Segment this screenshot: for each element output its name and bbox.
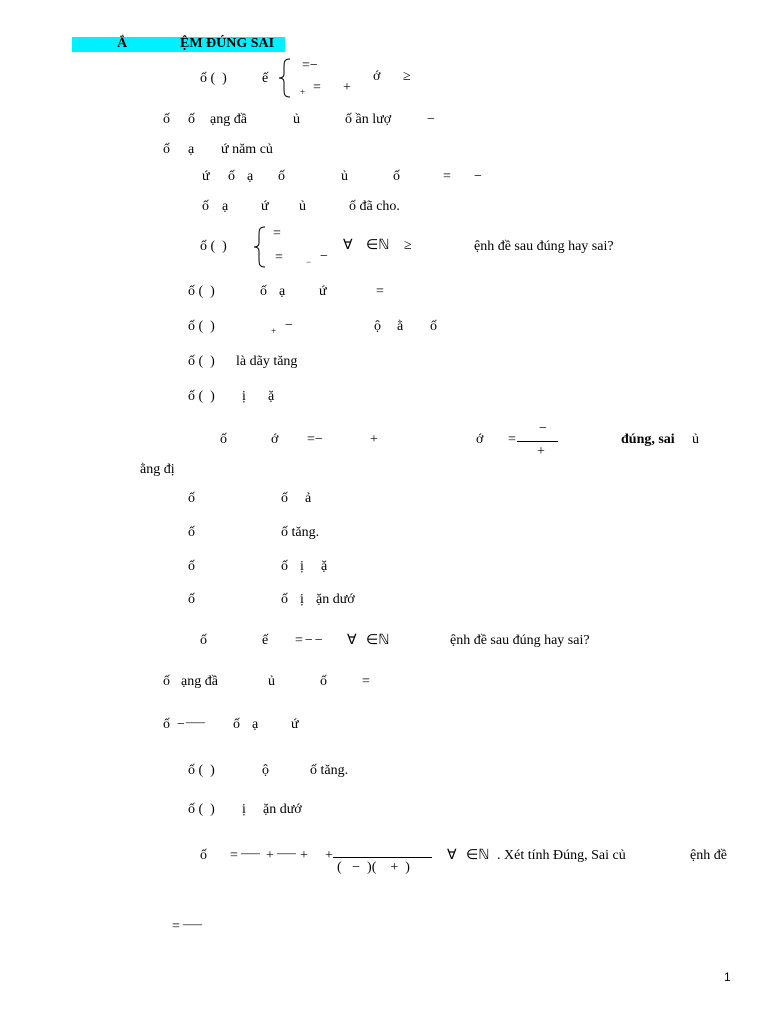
text-fragment: đúng, sai	[621, 432, 675, 447]
math-subscript: −	[306, 257, 312, 267]
text-fragment: ố	[188, 592, 195, 607]
text-fragment: ị	[242, 389, 246, 404]
text-fragment: ệnh đề	[690, 848, 727, 863]
text-fragment: . Xét tính Đúng, Sai củ	[497, 848, 626, 863]
text-fragment: ố	[430, 319, 437, 334]
text-fragment: ả	[305, 491, 312, 506]
math-fragment: +	[370, 432, 378, 447]
text-fragment: là dãy tăng	[236, 354, 298, 369]
text-fragment: ố	[188, 525, 195, 540]
math-fragment: —	[277, 846, 296, 861]
text-fragment: ạng đầ	[181, 674, 218, 689]
text-fragment: ạ	[252, 717, 259, 732]
title-text: Ắ	[117, 36, 128, 51]
text-fragment: ố	[260, 284, 267, 299]
text-fragment: ố	[188, 559, 195, 574]
math-fragment: +	[300, 848, 308, 863]
text-fragment: ố ( )	[200, 239, 227, 254]
text-fragment: ộ	[262, 763, 269, 778]
text-fragment: ố	[200, 848, 207, 863]
text-fragment: ứ	[319, 284, 327, 299]
math-fragment: =	[273, 226, 281, 241]
brace-icon	[253, 226, 267, 268]
text-fragment: ố	[163, 142, 170, 157]
text-fragment: ớ	[271, 432, 279, 447]
math-fragment: +	[325, 848, 333, 863]
text-fragment: ằng đị	[140, 462, 175, 477]
text-fragment: ố đã cho.	[349, 199, 400, 214]
math-fragment: ∈ℕ	[466, 848, 490, 863]
text-fragment: ố ( )	[188, 389, 215, 404]
text-fragment: ố	[233, 717, 240, 732]
page-number: 1	[724, 970, 731, 984]
math-fragment: −	[474, 169, 482, 184]
text-fragment: ố	[163, 717, 170, 732]
text-fragment: ố ần lượ	[345, 112, 392, 127]
fraction-numerator: −	[539, 421, 547, 436]
text-fragment: ạ	[279, 284, 286, 299]
math-fragment: +	[343, 80, 351, 95]
text-fragment: ủ	[293, 112, 300, 127]
math-fragment: =−	[302, 58, 318, 73]
text-fragment: ố	[278, 169, 285, 184]
math-fragment: =−−	[295, 633, 325, 648]
text-fragment: ế	[262, 71, 269, 86]
text-fragment: ị	[300, 592, 304, 607]
math-fragment: +	[266, 848, 274, 863]
math-fragment: ≥	[403, 69, 411, 84]
text-fragment: ạ	[247, 169, 254, 184]
math-fragment: =	[313, 80, 321, 95]
text-fragment: ứ năm củ	[221, 142, 273, 157]
text-fragment: ố ( )	[200, 71, 227, 86]
text-fragment: ứ	[291, 717, 299, 732]
math-fragment: —	[186, 715, 205, 730]
fraction-denominator: +	[537, 444, 545, 459]
text-fragment: ứ	[261, 199, 269, 214]
text-fragment: ố	[220, 432, 227, 447]
text-fragment: ố	[202, 199, 209, 214]
math-fragment: ∀	[343, 238, 353, 253]
title-text: ỆM ĐÚNG SAI	[180, 36, 275, 51]
math-subscript: +	[300, 87, 306, 97]
text-fragment: ố ( )	[188, 802, 215, 817]
text-fragment: ệnh đề sau đúng hay sai?	[450, 633, 590, 648]
text-fragment: ằ	[397, 319, 404, 334]
math-fragment: ∀	[447, 848, 457, 863]
text-fragment: ủ	[299, 199, 306, 214]
brace-icon	[278, 58, 292, 98]
fraction-bar	[517, 441, 558, 442]
math-fragment: −	[177, 717, 185, 732]
fraction-denominator: ( − )( + )	[337, 860, 410, 875]
text-fragment: ủ	[268, 674, 275, 689]
text-fragment: ạ	[188, 142, 195, 157]
text-fragment: ị	[300, 559, 304, 574]
math-fragment: −	[320, 249, 328, 264]
text-fragment: ặ	[268, 389, 275, 404]
math-fragment: −	[427, 112, 435, 127]
text-fragment: ủ	[692, 432, 699, 447]
text-fragment: ố	[281, 491, 288, 506]
text-fragment: ố tăng.	[281, 525, 320, 540]
text-fragment: ố	[281, 592, 288, 607]
text-fragment: ố	[163, 674, 170, 689]
math-fragment: =−	[307, 432, 323, 447]
text-fragment: ạ	[222, 199, 229, 214]
math-fragment: =	[230, 848, 238, 863]
text-fragment: ố	[188, 112, 195, 127]
fraction-bar	[333, 857, 432, 858]
text-fragment: ặ	[321, 559, 328, 574]
text-fragment: ứ	[202, 169, 210, 184]
text-fragment: ớ	[373, 69, 381, 84]
math-fragment: —	[183, 917, 202, 932]
math-fragment: ∈ℕ	[366, 238, 390, 253]
text-fragment: ố ( )	[188, 319, 215, 334]
math-fragment: ∈ℕ	[366, 633, 390, 648]
text-fragment: ố ( )	[188, 284, 215, 299]
text-fragment: ạng đầ	[210, 112, 247, 127]
text-fragment: ị	[242, 802, 246, 817]
text-fragment: ố ( )	[188, 763, 215, 778]
math-fragment: =	[508, 432, 516, 447]
text-fragment: ố tăng.	[310, 763, 349, 778]
text-fragment: ệnh đề sau đúng hay sai?	[474, 239, 614, 254]
text-fragment: ố	[163, 112, 170, 127]
text-fragment: ế	[262, 633, 269, 648]
text-fragment: ố	[228, 169, 235, 184]
math-fragment: =	[443, 169, 451, 184]
math-fragment: =	[362, 674, 370, 689]
text-fragment: ố ( )	[188, 354, 215, 369]
math-fragment: −	[285, 318, 293, 333]
text-fragment: ặn dướ	[263, 802, 302, 817]
math-subscript: +	[271, 326, 277, 336]
text-fragment: ộ	[374, 319, 381, 334]
text-fragment: ố	[393, 169, 400, 184]
text-fragment: ủ	[341, 169, 348, 184]
text-fragment: ố	[200, 633, 207, 648]
math-fragment: —	[241, 846, 260, 861]
text-fragment: ặn dướ	[316, 592, 355, 607]
text-fragment: ố	[281, 559, 288, 574]
text-fragment: ố	[188, 491, 195, 506]
math-fragment: ≥	[404, 238, 412, 253]
text-fragment: ớ	[476, 432, 484, 447]
math-fragment: =	[376, 284, 384, 299]
text-fragment: ố	[320, 674, 327, 689]
math-fragment: ∀	[347, 633, 357, 648]
math-fragment: =	[172, 919, 180, 934]
math-fragment: =	[275, 250, 283, 265]
